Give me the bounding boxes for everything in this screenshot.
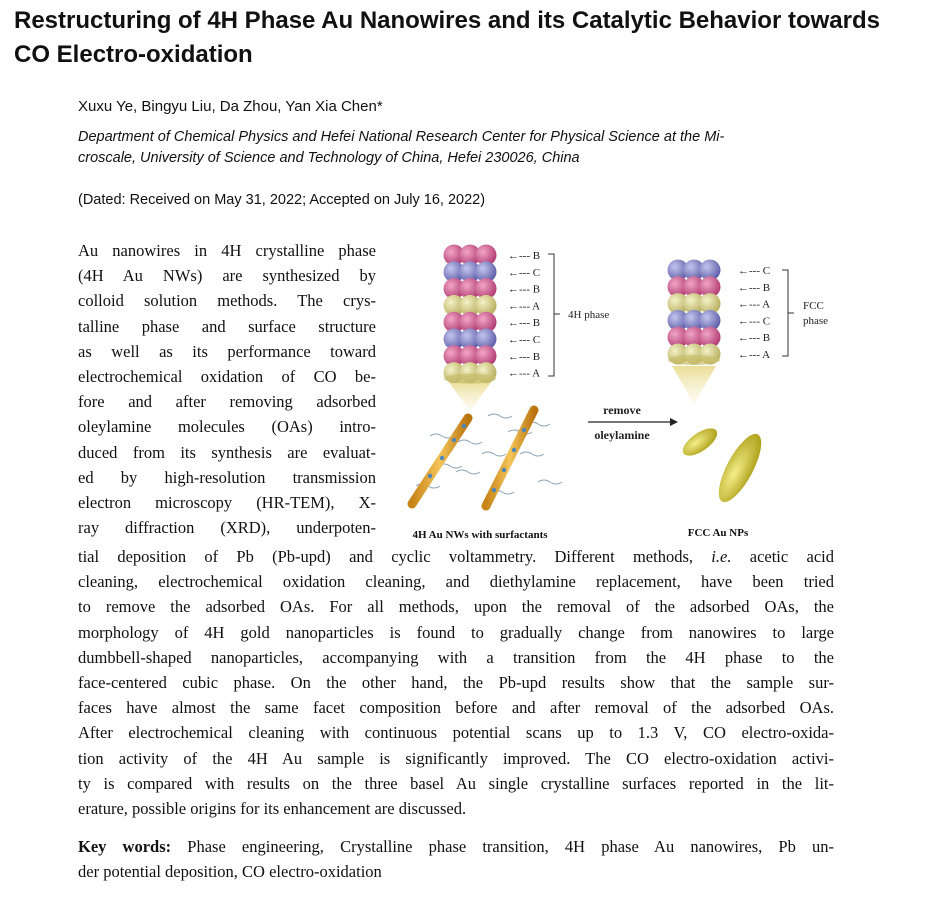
keywords-line-1: [78, 834, 834, 859]
stacking-label: ←--- A: [738, 298, 771, 311]
abstract-line: [78, 544, 834, 569]
right-beam: [672, 366, 716, 404]
abstract-line: cleaning, electrochemical oxidation cleaning, and diethylamine replacement, have been tried: [78, 572, 834, 592]
keywords-label: Key words:: [78, 837, 172, 856]
authors: Xuxu Ye, Bingyu Liu, Da Zhou, Yan Xia Chen*: [78, 98, 383, 115]
right-caption: FCC Au NPs: [687, 527, 749, 539]
stack-base: [668, 355, 720, 365]
abstract-line: electrochemical oxidation of CO be-: [78, 366, 376, 386]
abstract-line: electron microscopy (HR-TEM), X-: [78, 492, 376, 512]
stack-base: [444, 374, 496, 384]
abstract-line: faces have almost the same facet composition before and after removal of the adsorbed OAs.: [78, 698, 834, 718]
fcc-nanoparticle-large: [711, 428, 770, 507]
stacking-label: ←--- A: [508, 300, 541, 313]
abstract-line: ty is compared with results on the three basel Au single crystalline surfaces reported in the lit-: [78, 773, 834, 793]
left-caption: 4H Au NWs with surfactants: [412, 529, 548, 541]
stacking-label: ←--- B: [738, 281, 771, 294]
surfactant-strands: [416, 414, 562, 494]
paper-title: [14, 4, 943, 72]
fcc-nanoparticle-small: [678, 423, 721, 461]
right-stacking-labels: [738, 265, 770, 361]
stacking-label: ←--- C: [508, 334, 541, 346]
keywords-text-1: Phase engineering, Crystalline phase transition, 4H phase Au nanowires, Pb un-: [171, 837, 834, 856]
abstract-line: After electrochemical cleaning with continuous potential scans up to 1.3 V, CO electro-oxida-: [78, 723, 834, 743]
nanowire-left: [412, 418, 468, 504]
abstract-line: ray diffraction (XRD), underpoten-: [78, 518, 376, 538]
dated-line: (Dated: Received on May 31, 2022; Accepted on July 16, 2022): [78, 192, 486, 208]
abstract-line: erature, possible origins for its enhancement are discussed.: [78, 798, 467, 818]
abstract-line: duced from its synthesis are evaluat-: [78, 442, 376, 462]
abstract-text: tial deposition of Pb (Pb-upd) and cyclic voltammetry. Different methods,: [78, 547, 712, 566]
stacking-label: ←--- A: [508, 367, 541, 380]
right-bracket: [782, 270, 794, 356]
stacking-label: ←--- B: [508, 283, 541, 296]
toc-figure-svg: [400, 236, 843, 546]
abstract-line: Au nanowires in 4H crystalline phase: [78, 241, 376, 260]
abstract-line: dumbbell-shaped nanoparticles, accompanying with a transition from the 4H phase to the: [78, 647, 834, 667]
abstract-line: tion activity of the 4H Au sample is significantly improved. The CO electro-oxidation activi-: [78, 748, 834, 768]
abstract-line: talline phase and surface structure: [78, 316, 376, 336]
stacking-label: ←--- B: [738, 332, 771, 345]
stacking-label: ←--- C: [508, 266, 541, 279]
left-stacking-labels: [508, 250, 540, 380]
keywords: [78, 834, 834, 884]
abstract-line: ed by high-resolution transmission: [78, 467, 376, 487]
stacking-label: ←--- B: [508, 350, 541, 363]
abstract-column: [78, 238, 376, 540]
nanowires: [412, 410, 562, 506]
abstract-line: morphology of 4H gold nanoparticles is found to gradually change from nanowires to large: [78, 622, 834, 642]
abstract-full-width: [78, 544, 834, 821]
abstract-ie: i.e.: [711, 547, 732, 566]
left-phase-label: 4H phase: [568, 309, 610, 321]
stacking-label: ←--- C: [738, 315, 771, 328]
left-atomic-stack: [444, 245, 497, 384]
right-atomic-stack: [668, 260, 721, 366]
affiliation: [78, 127, 838, 169]
abstract-line: face-centered cubic phase. On the other hand, the Pb-upd results show that the sample sur-: [78, 672, 834, 692]
paper-title-line-1: Restructuring of 4H Phase Au Nanowires and its Catalytic Behavior towards: [14, 7, 880, 34]
abstract-line: to remove the adsorbed OAs. For all methods, upon the removal of the adsorbed OAs, the: [78, 597, 834, 617]
stacking-label: ←--- B: [508, 317, 541, 330]
abstract-line: fore and after removing adsorbed: [78, 392, 376, 412]
abstract-text: acetic acid: [731, 547, 834, 566]
right-phase-label-1: FCC: [803, 300, 824, 312]
keywords-line-2: der potential deposition, CO electro-oxidation: [78, 862, 382, 882]
abstract-line: oleylamine molecules (OAs) intro-: [78, 417, 376, 437]
stacking-label: ←--- C: [738, 265, 771, 277]
stacking-label: ←--- A: [738, 349, 771, 361]
stacking-label: ←--- B: [508, 250, 541, 262]
left-bracket: [548, 254, 560, 376]
affiliation-line-2: croscale, University of Science and Technology of China, Hefei 230026, China: [78, 150, 580, 166]
toc-figure: [400, 236, 843, 546]
arrow-label-remove: remove: [603, 403, 641, 417]
arrow-label-oleylamine: oleylamine: [594, 428, 650, 442]
abstract-line: as well as its performance toward: [78, 341, 376, 361]
right-phase-label-2: phase: [803, 315, 829, 327]
reaction-arrowhead: [670, 418, 678, 426]
abstract-line: (4H Au NWs) are synthesized by: [78, 266, 376, 286]
abstract-line: colloid solution methods. The crys-: [78, 291, 376, 311]
affiliation-line-1: Department of Chemical Physics and Hefei National Research Center for Physical Science at the Mi-: [78, 129, 725, 145]
paper-title-line-2: CO Electro-oxidation: [14, 41, 253, 68]
left-beam: [448, 381, 492, 411]
